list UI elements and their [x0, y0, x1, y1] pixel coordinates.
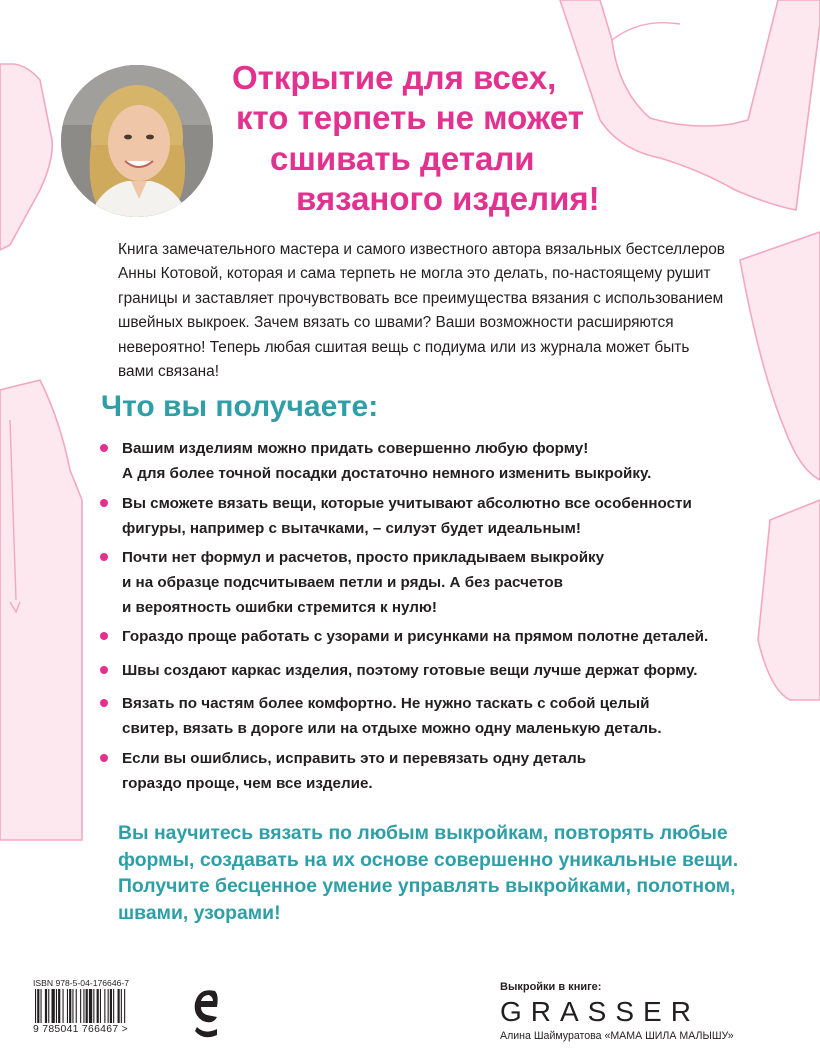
barcode-bar — [86, 989, 88, 1023]
barcode-bar — [69, 989, 71, 1023]
bullet-dot-icon — [100, 553, 108, 561]
barcode-bar — [56, 989, 57, 1023]
barcode-bar — [41, 989, 42, 1023]
bullet-dot-icon — [100, 754, 108, 762]
benefit-line: А для более точной посадки достаточно немного изменить выкройку. — [122, 465, 652, 482]
pattern-piece-left — [0, 380, 82, 840]
closing-line: Получите бесценное умение управлять выкройками, полотном, — [118, 875, 736, 897]
bullet-dot-icon — [100, 699, 108, 707]
bullet-dot-icon — [100, 499, 108, 507]
intro-line: невероятно! Теперь любая сшитая вещь с подиума или из журнала может быть — [118, 338, 690, 356]
barcode-bar — [63, 989, 64, 1023]
barcode-bar — [121, 989, 122, 1023]
isbn-barcode — [33, 978, 171, 1042]
barcode-bar — [110, 989, 112, 1023]
section-title: Что вы получаете: — [101, 390, 379, 423]
headline-line-2: кто терпеть не может — [236, 99, 584, 137]
closing-line: формы, создавать на их основе совершенно уникальные вещи. — [118, 848, 739, 871]
barcode-bar — [37, 989, 39, 1023]
credits-caption: Алина Шаймуратова «МАМА ШИЛА МАЛЫШУ» — [500, 1030, 734, 1042]
barcode-bar — [93, 989, 94, 1023]
isbn-label: ISBN 978-5-04-176646-7 — [33, 978, 130, 988]
benefit-line: фигуры, например с вытачками, – силуэт будет идеальным! — [122, 520, 581, 537]
headline-line-1: Открытие для всех, — [232, 59, 557, 96]
barcode-number: 9 785041 766467 > — [33, 1024, 128, 1035]
benefit-line: Вязать по частям более комфортно. Не нужно таскать с собой целый — [122, 695, 650, 712]
benefit-line: Вы сможете вязать вещи, которые учитывают абсолютно все особенности — [122, 495, 692, 512]
barcode-bar — [124, 989, 125, 1023]
closing-line: швами, узорами! — [118, 901, 281, 924]
headline-line-4: вязаного изделия! — [296, 179, 600, 217]
bullet-dot-icon — [100, 632, 108, 640]
barcode-bar — [89, 989, 92, 1023]
benefit-line: свитер, вязать в дороге или на отдыхе можно одну маленькую деталь. — [122, 720, 662, 737]
barcode-bar — [72, 989, 73, 1023]
headline-line-3: сшивать детали — [270, 139, 535, 177]
bullet-dot-icon — [100, 666, 108, 674]
intro-line: границы и заставляет прочувствовать все преимущества вязания с использованием — [118, 289, 724, 307]
bullet-dot-icon — [100, 444, 108, 452]
closing-paragraph — [118, 820, 778, 926]
barcode-bar — [83, 989, 84, 1023]
barcode-bar — [48, 989, 49, 1023]
intro-line: вами связана! — [118, 363, 220, 381]
benefit-line: и на образце подсчитываем петли и ряды. А без расчетов — [122, 574, 563, 591]
barcode-bar — [58, 989, 60, 1023]
barcode-bar — [52, 989, 55, 1023]
credits-heading: Выкройки в книге: — [500, 981, 602, 993]
barcode-bar — [67, 989, 68, 1023]
barcode-bar — [97, 989, 99, 1023]
pattern-credits — [500, 981, 770, 1042]
barcode-bar — [76, 989, 77, 1023]
barcode-bars — [33, 989, 167, 1025]
barcode-bar — [80, 989, 81, 1023]
barcode-bar — [104, 989, 105, 1023]
benefit-line: Почти нет формул и расчетов, просто прикладываем выкройку — [122, 549, 605, 566]
benefit-line: Вашим изделиям можно придать совершенно любую форму! — [122, 440, 589, 457]
intro-paragraph — [118, 238, 778, 384]
barcode-bar — [108, 989, 109, 1023]
benefit-line: и вероятность ошибки стремится к нулю! — [122, 599, 437, 616]
benefit-line: гораздо проще, чем все изделие. — [122, 775, 373, 792]
closing-line: Вы научитесь вязать по любым выкройкам, повторять любые — [118, 822, 728, 844]
benefit-line: Швы создают каркас изделия, поэтому готовые вещи лучше держат форму. — [122, 662, 698, 679]
pattern-piece-right-lower — [758, 500, 820, 700]
barcode-bar — [113, 989, 114, 1023]
barcode-bar — [35, 989, 36, 1023]
pattern-piece-top-left — [0, 64, 52, 250]
intro-line: Книга замечательного мастера и самого известного автора вязальных бестселлеров — [118, 241, 725, 258]
publisher-logo-icon — [189, 975, 221, 1045]
benefit-line: Гораздо проще работать с узорами и рисунками на прямом полотне деталей. — [122, 628, 709, 645]
benefit-line: Если вы ошиблись, исправить это и перевязать одну деталь — [122, 750, 587, 767]
barcode-bar — [45, 989, 47, 1023]
barcode-bar — [100, 989, 101, 1023]
barcode-bar — [118, 989, 120, 1023]
grasser-logo: GRASSER — [500, 996, 700, 1027]
intro-line: швейных выкроек. Зачем вязать со швами? Ваши возможности расширяются — [118, 314, 674, 332]
headline — [220, 58, 640, 219]
intro-line: Анны Котовой, которая и сама терпеть не могла это делать, по-настоящему рушит — [118, 265, 711, 283]
author-photo — [61, 65, 213, 217]
